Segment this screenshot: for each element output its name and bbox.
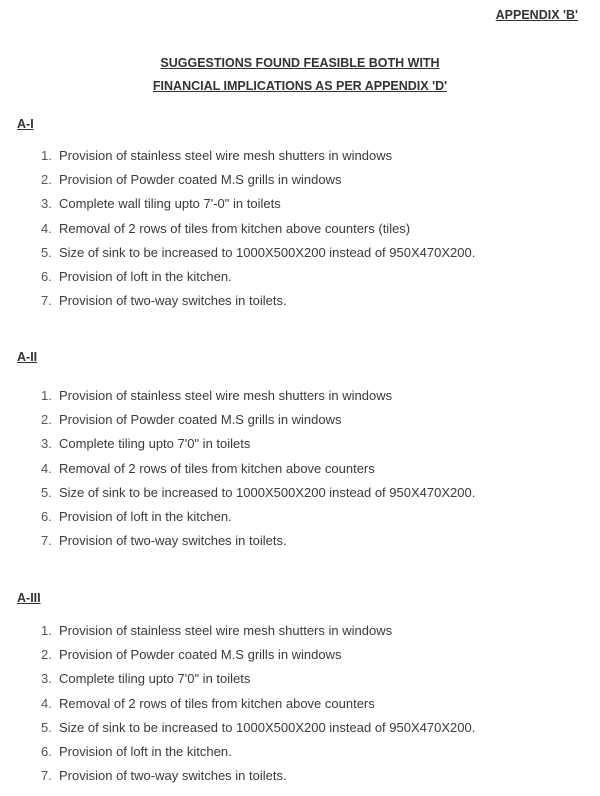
list-item [0, 412, 475, 436]
list-item [0, 744, 475, 768]
list-item [0, 696, 475, 720]
section-heading: A-III [17, 591, 41, 605]
item-number: 1. [41, 623, 52, 638]
item-text: Complete tiling upto 7'0" in toilets [59, 671, 251, 687]
item-number: 7. [41, 293, 52, 309]
item-number: 5. [41, 484, 52, 500]
list-item [0, 388, 475, 412]
section-heading: A-I [17, 117, 34, 131]
item-number: 5. [41, 244, 52, 260]
item-text: Provision of stainless steel wire mesh shutters in windows [59, 148, 393, 163]
item-text: Complete wall tiling upto 7'-0" in toilets [59, 196, 281, 212]
item-text: Removal of 2 rows of tiles from kitchen above counters [59, 695, 375, 711]
item-number: 6. [41, 268, 52, 284]
item-text: Provision of loft in the kitchen. [59, 743, 232, 759]
list-item [0, 720, 475, 744]
item-text: Provision of stainless steel wire mesh shutters in windows [59, 623, 393, 638]
list-item [0, 221, 475, 245]
item-list [0, 623, 475, 792]
list-item [0, 172, 475, 196]
item-text: Provision of Powder coated M.S grills in windows [59, 412, 342, 428]
item-text: Provision of Powder coated M.S grills in windows [59, 172, 342, 188]
item-number: 3. [41, 436, 52, 452]
title-line-1: SUGGESTIONS FOUND FEASIBLE BOTH WITH [160, 56, 440, 70]
list-item [0, 647, 475, 671]
list-item [0, 148, 475, 172]
item-number: 6. [41, 743, 52, 759]
list-item [0, 245, 475, 269]
list-item [0, 533, 475, 557]
list-item [0, 461, 475, 485]
section-heading: A-II [17, 350, 38, 364]
item-number: 4. [41, 695, 52, 711]
item-number: 6. [41, 508, 52, 524]
item-list [0, 148, 475, 317]
page-title [0, 52, 600, 98]
item-text: Provision of two-way switches in toilets. [59, 768, 287, 784]
title-line-2: FINANCIAL IMPLICATIONS AS PER APPENDIX 'D' [152, 79, 448, 93]
list-item [0, 768, 475, 792]
item-text: Provision of two-way switches in toilets. [59, 533, 287, 549]
item-text: Size of sink to be increased to 1000X500X200 instead of 950X470X200. [59, 244, 476, 260]
item-number: 7. [41, 768, 52, 784]
item-text: Removal of 2 rows of tiles from kitchen above counters (tiles) [59, 220, 411, 236]
item-text: Size of sink to be increased to 1000X500X200 instead of 950X470X200. [59, 719, 476, 735]
item-number: 1. [41, 148, 52, 163]
item-text: Provision of Powder coated M.S grills in windows [59, 647, 342, 663]
list-item [0, 196, 475, 220]
list-item [0, 485, 475, 509]
appendix-label: APPENDIX 'B' [495, 8, 578, 22]
list-item [0, 509, 475, 533]
item-text: Size of sink to be increased to 1000X500X200 instead of 950X470X200. [59, 484, 476, 500]
item-number: 3. [41, 671, 52, 687]
list-item [0, 623, 475, 647]
list-item [0, 671, 475, 695]
item-number: 3. [41, 196, 52, 212]
item-number: 2. [41, 647, 52, 663]
item-number: 1. [41, 388, 52, 403]
item-number: 2. [41, 412, 52, 428]
list-item [0, 269, 475, 293]
item-number: 4. [41, 460, 52, 476]
item-text: Provision of loft in the kitchen. [59, 268, 232, 284]
item-number: 2. [41, 172, 52, 188]
item-text: Complete tiling upto 7'0" in toilets [59, 436, 251, 452]
item-text: Provision of stainless steel wire mesh shutters in windows [59, 388, 393, 403]
list-item [0, 436, 475, 460]
item-text: Provision of two-way switches in toilets. [59, 293, 287, 309]
item-text: Removal of 2 rows of tiles from kitchen above counters [59, 460, 375, 476]
item-number: 5. [41, 719, 52, 735]
list-item [0, 293, 475, 317]
item-list [0, 388, 475, 557]
item-number: 4. [41, 220, 52, 236]
item-text: Provision of loft in the kitchen. [59, 508, 232, 524]
item-number: 7. [41, 533, 52, 549]
